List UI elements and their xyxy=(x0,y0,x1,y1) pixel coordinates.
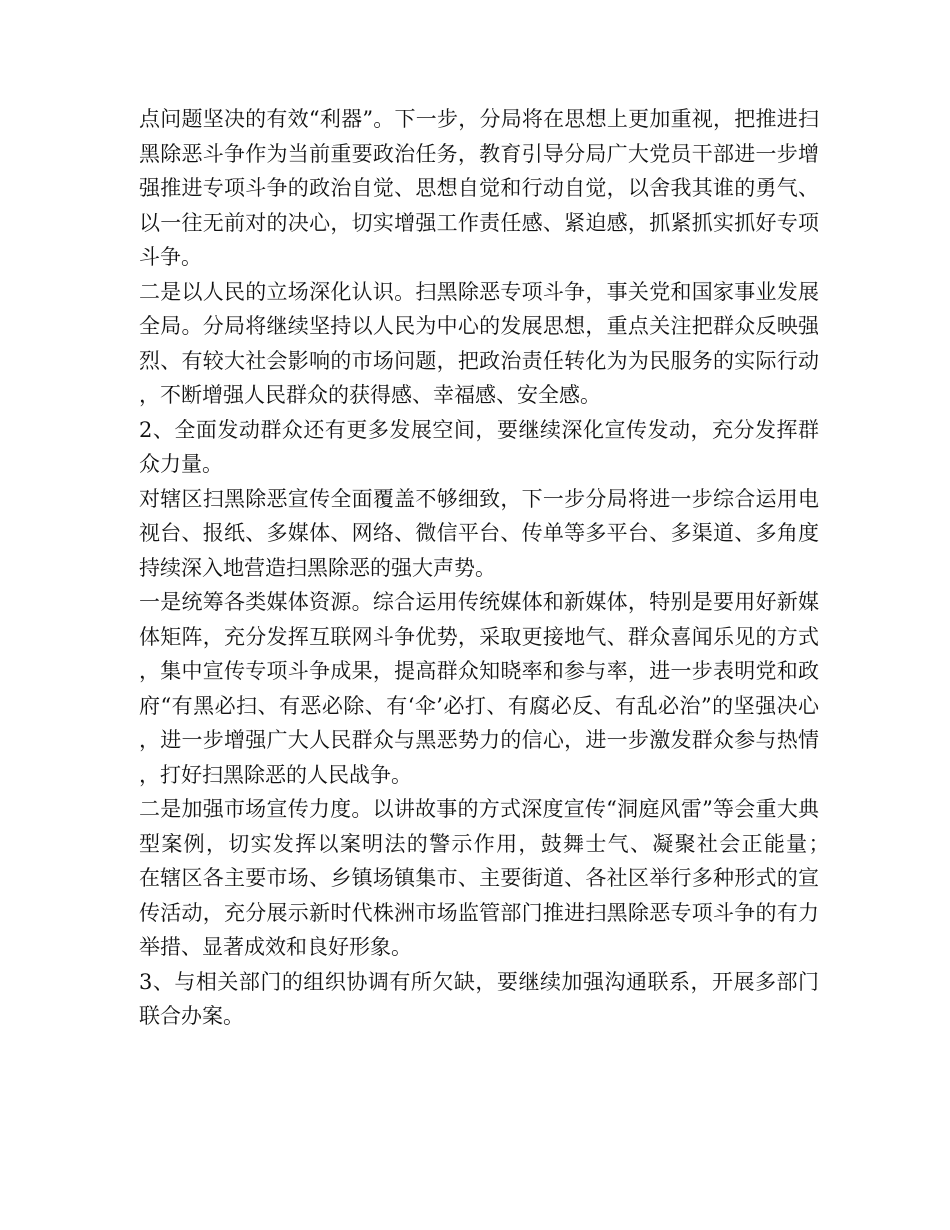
paragraph-7: 3、与相关部门的组织协调有所欠缺，要继续加强沟通联系，开展多部门联合办案。 xyxy=(139,969,819,1028)
paragraph-3: 2、全面发动群众还有更多发展空间，要继续深化宣传发动，充分发挥群众力量。 xyxy=(139,417,819,476)
paragraph-5: 一是统筹各类媒体资源。综合运用传统媒体和新媒体，特别是要用好新媒体矩阵，充分发挥互联网斗争优势，采取更接地气、群众喜闻乐见的方式，集中宣传专项斗争成果，提高群众知晓率和参与率，进一步表明党和政府“有黑必扫、有恶必除、有‘伞’必打、有腐必反、有乱必治”的坚强决心，进一步增强广大人民群众与黑恶势力的信心，进一步激发群众参与热情，打好扫黑除恶的人民战争。 xyxy=(139,590,819,787)
paragraph-2: 二是以人民的立场深化认识。扫黑除恶专项斗争，事关党和国家事业发展全局。分局将继续坚持以人民为中心的发展思想，重点关注把群众反映强烈、有较大社会影响的市场问题，把政治责任转化为为民服务的实际行动，不断增强人民群众的获得感、幸福感、安全感。 xyxy=(139,279,819,407)
paragraph-6: 二是加强市场宣传力度。以讲故事的方式深度宣传“洞庭风雷”等会重大典型案例，切实发挥以案明法的警示作用，鼓舞士气、凝聚社会正能量； 在辖区各主要市场、乡镇场镇集市、主要街道、各社区举行多种形式的宣传活动，充分展示新时代株洲市场监管部门推进扫黑除恶专项斗争的有力举措、显著成效和良好形象。 xyxy=(139,797,840,959)
document-body xyxy=(139,102,840,1034)
paragraph-1: 点问题坚决的有效“利器”。下一步，分局将在思想上更加重视，把推进扫黑除恶斗争作为当前重要政治任务，教育引导分局广大党员干部进一步增强推进专项斗争的政治自觉、思想自觉和行动自觉，以舍我其谁的勇气、以一往无前对的决心，切实增强工作责任感、紧迫感，抓紧抓实抓好专项斗争。 xyxy=(139,107,819,269)
paragraph-4: 对辖区扫黑除恶宣传全面覆盖不够细致，下一步分局将进一步综合运用电视台、报纸、多媒体、网络、微信平台、传单等多平台、多渠道、多角度持续深入地营造扫黑除恶的强大声势。 xyxy=(139,486,819,580)
